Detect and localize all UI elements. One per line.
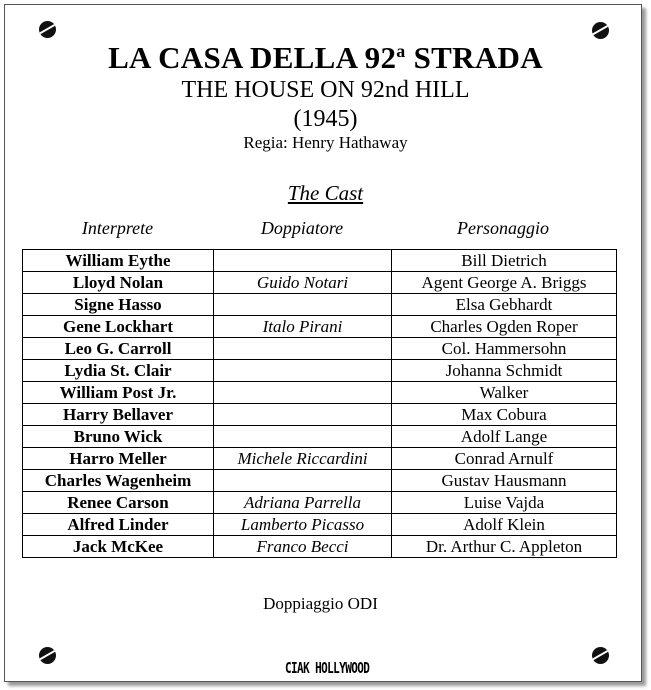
film-title: LA CASA DELLA 92$^a$ STRADA — [108, 40, 543, 75]
cast-actor: Signe Hasso — [23, 294, 214, 316]
cast-dubber — [214, 250, 392, 272]
screw-icon-bottom-right — [592, 647, 609, 664]
cast-dubber: Guido Notari — [214, 272, 392, 294]
cast-character: Elsa Gebhardt — [392, 294, 617, 316]
cast-actor: Alfred Linder — [23, 514, 214, 536]
cast-character: Conrad Arnulf — [392, 448, 617, 470]
cast-dubber: Michele Riccardini — [214, 448, 392, 470]
cast-character: Gustav Hausmann — [392, 470, 617, 492]
cast-actor: Harro Meller — [23, 448, 214, 470]
table-row — [23, 492, 617, 514]
cast-table — [22, 249, 617, 558]
screw-icon-bottom-left — [39, 647, 56, 664]
cast-actor: Lydia St. Clair — [23, 360, 214, 382]
table-row — [23, 294, 617, 316]
table-row — [23, 360, 617, 382]
cast-dubber — [214, 338, 392, 360]
table-row — [23, 404, 617, 426]
column-header-dubber: Doppiatore — [260, 218, 344, 238]
table-row — [23, 272, 617, 294]
release-year: (1945) — [293, 106, 358, 132]
cast-character: Johanna Schmidt — [392, 360, 617, 382]
column-header-character: Personaggio — [457, 218, 549, 238]
cast-dubber: Lamberto Picasso — [214, 514, 392, 536]
cast-character: Dr. Arthur C. Appleton — [392, 536, 617, 558]
cast-character: Bill Dietrich — [392, 250, 617, 272]
cast-dubber — [214, 294, 392, 316]
cast-dubber — [214, 426, 392, 448]
cast-dubber: Franco Becci — [214, 536, 392, 558]
table-row — [23, 514, 617, 536]
director: Regia: Henry Hathaway — [243, 133, 408, 152]
table-row — [23, 382, 617, 404]
cast-character: Adolf Klein — [392, 514, 617, 536]
cast-dubber: Adriana Parrella — [214, 492, 392, 514]
cast-character: Charles Ogden Roper — [392, 316, 617, 338]
cast-character: Adolf Lange — [392, 426, 617, 448]
dubbing-studio: Doppiaggio ODI — [263, 594, 378, 613]
table-row — [23, 536, 617, 558]
table-row — [23, 338, 617, 360]
cast-actor: William Post Jr. — [23, 382, 214, 404]
cast-actor: Jack McKee — [23, 536, 214, 558]
cast-actor: Leo G. Carroll — [23, 338, 214, 360]
cast-heading: The Cast — [287, 181, 364, 205]
cast-dubber: Italo Pirani — [214, 316, 392, 338]
original-title: THE HOUSE ON 92nd HILL — [181, 77, 470, 103]
cast-actor: Bruno Wick — [23, 426, 214, 448]
cast-actor: Harry Bellaver — [23, 404, 214, 426]
table-row — [23, 426, 617, 448]
screw-icon-top-left — [39, 21, 56, 38]
cast-actor: Renee Carson — [23, 492, 214, 514]
cast-character: Col. Hammersohn — [392, 338, 617, 360]
cast-character: Max Cobura — [392, 404, 617, 426]
cast-dubber — [214, 360, 392, 382]
ciak-hollywood-logo: CIAK HOLLYWOOD — [285, 659, 370, 678]
cast-actor: Gene Lockhart — [23, 316, 214, 338]
table-row — [23, 250, 617, 272]
table-row — [23, 448, 617, 470]
cast-character: Agent George A. Briggs — [392, 272, 617, 294]
cast-dubber — [214, 382, 392, 404]
cast-dubber — [214, 470, 392, 492]
table-row — [23, 316, 617, 338]
screw-icon-top-right — [592, 22, 609, 39]
table-row — [23, 470, 617, 492]
cast-character: Luise Vajda — [392, 492, 617, 514]
cast-actor: Lloyd Nolan — [23, 272, 214, 294]
cast-character: Walker — [392, 382, 617, 404]
column-header-actor: Interprete — [81, 218, 154, 238]
cast-actor: Charles Wagenheim — [23, 470, 214, 492]
cast-actor: William Eythe — [23, 250, 214, 272]
cast-dubber — [214, 404, 392, 426]
